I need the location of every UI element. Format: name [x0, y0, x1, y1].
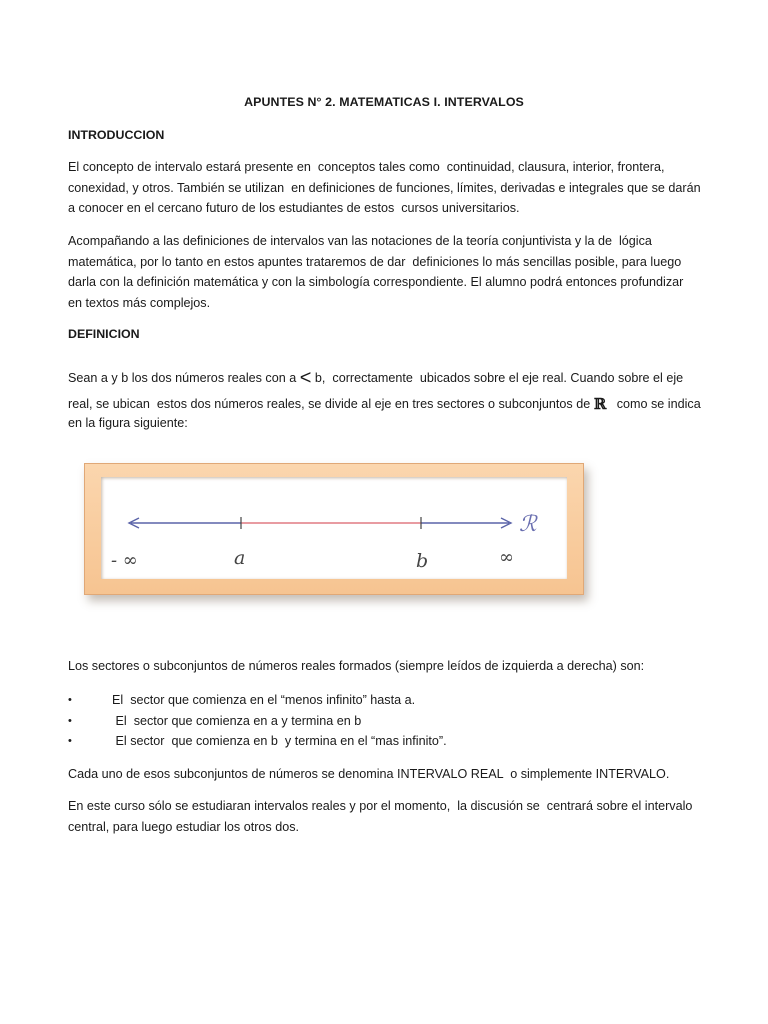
bullet-icon: •: [68, 694, 72, 706]
definition-paragraph: [68, 366, 708, 435]
less-than-symbol: <: [299, 367, 312, 389]
reals-label: ℛ: [519, 512, 537, 537]
bullet-icon: •: [68, 735, 72, 747]
text-fragment: real, se ubican estos dos números reales, se divide al eje en tres sectores o subconjuntos de: [68, 397, 594, 411]
text-line: El concepto de intervalo estará presente en conceptos tales como continuidad, clausura, interior, frontera,: [68, 160, 665, 174]
minus-infinity-label: - ∞: [111, 550, 138, 571]
figure-canvas: [101, 477, 567, 579]
list-item: [68, 690, 708, 711]
text-line: central, para luego estudiar los otros dos.: [68, 819, 300, 834]
definition-heading: DEFINICION: [68, 327, 140, 341]
list-item-text: El sector que comienza en b y termina en el “mas infinito”.: [112, 734, 447, 748]
intro-paragraph-1: [68, 157, 708, 219]
label-a: a: [234, 547, 246, 569]
text-line: matemática, por lo tanto en estos apuntes trataremos de dar definiciones lo más sencillas posible, para luego: [68, 254, 682, 269]
text-line: en la figura siguiente:: [68, 416, 188, 430]
sectors-list: [68, 690, 708, 752]
intro-paragraph-2: [68, 231, 708, 313]
interval-definition: Cada uno de esos subconjuntos de números se denomina INTERVALO REAL o simplemente INTERVALO.: [68, 767, 670, 781]
sectors-intro: Los sectores o subconjuntos de números reales formados (siempre leídos de izquierda a derecha) son:: [68, 659, 645, 673]
reals-symbol: ℝ: [593, 395, 607, 413]
number-line-diagram: [101, 477, 567, 579]
text-fragment: Sean a y b los dos números reales con a: [68, 371, 300, 385]
label-b: b: [416, 550, 429, 572]
text-fragment: como se indica: [606, 397, 701, 411]
list-item: [68, 711, 708, 732]
list-item-text: El sector que comienza en a y termina en b: [112, 713, 362, 728]
text-line: conexidad, y otros. También se utilizan en definiciones de funciones, límites, derivadas e integrales que se darán: [68, 180, 701, 195]
intro-heading: INTRODUCCION: [68, 128, 165, 142]
course-paragraph: [68, 796, 708, 837]
real-line-figure: [84, 463, 584, 595]
list-item: [68, 731, 708, 752]
infinity-label: ∞: [499, 547, 514, 568]
page-title: APUNTES N° 2. MATEMATICAS I. INTERVALOS: [244, 95, 524, 109]
text-line: darla con la definición matemática y con la simbología correspondiente. El alumno podrá entonces profundizar: [68, 275, 684, 289]
text-line: [68, 366, 708, 390]
text-line: En este curso sólo se estudiaran intervalos reales y por el momento, la discusión se centrará sobre el intervalo: [68, 799, 693, 813]
list-item-text: El sector que comienza en el “menos infinito” hasta a.: [112, 693, 416, 707]
text-line: Acompañando a las definiciones de intervalos van las notaciones de la teoría conjuntivista y la de lógica: [68, 234, 652, 248]
bullet-icon: •: [68, 714, 72, 727]
text-fragment: b, correctamente ubicados sobre el eje real. Cuando sobre el eje: [311, 371, 684, 385]
text-line: en textos más complejos.: [68, 295, 211, 310]
text-line: a conocer en el cercano futuro de los estudiantes de estos cursos universitarios.: [68, 201, 520, 215]
